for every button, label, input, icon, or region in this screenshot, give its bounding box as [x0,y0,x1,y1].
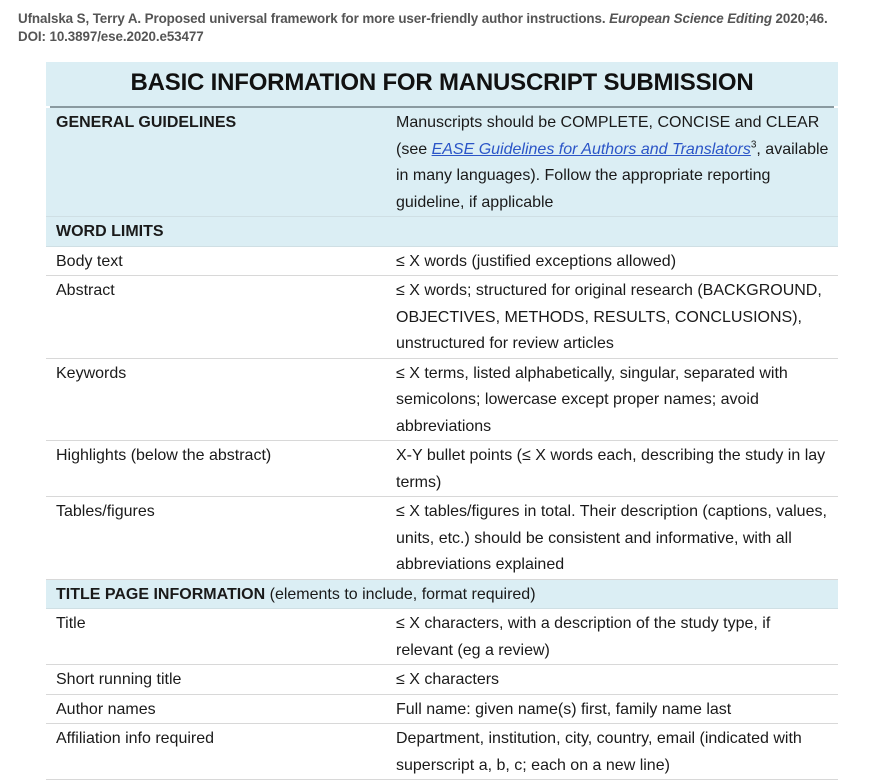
title-page-rows [46,609,838,780]
row-label: Abstract [56,282,115,299]
general-text-after: , available in many languages). Follow the appropriate reporting guideline, if applicable [396,140,829,211]
row-value: Department, institution, city, country, email (indicated with superscript a, b, c; each on a new line) [396,730,802,774]
general-guidelines-row [46,108,838,217]
row-label: Keywords [56,364,127,382]
row-label: Highlights (below the abstract) [56,447,272,464]
ease-guidelines-link[interactable]: EASE Guidelines for Authors and Translators [431,140,751,158]
row-label: Affiliation info required [56,730,215,747]
row-value: Full name: given name(s) first, family name last [396,700,732,718]
row-value: X-Y bullet points (≤ X words each, describing the study in lay terms) [396,447,826,491]
citation-journal: European Science Editing [609,11,772,26]
general-text-before: Manuscripts should be COMPLETE, CONCISE and CLEAR (see [396,114,820,158]
title-page-header [46,580,838,609]
citation-authors-title: Ufnalska S, Terry A. Proposed universal framework for more user-friendly author instructions. [18,11,606,26]
citation-doi: DOI: 10.3897/ese.2020.e53477 [18,29,204,44]
submission-info-table [46,62,838,783]
row-label: Short running title [56,671,182,688]
reference-superscript: 3 [750,139,757,151]
row-label: Title [56,615,86,632]
row-value: ≤ X characters [396,671,500,688]
title-page-header-note: (elements to include, format required) [265,585,536,603]
word-limits-rows [46,247,838,580]
row-label: Author names [56,700,156,718]
row-label: Tables/figures [56,503,155,520]
table-row [46,724,838,780]
table-row [46,247,838,277]
row-value: ≤ X terms, listed alphabetically, singular, separated with semicolons; lowercase except proper names; avoid abbreviations [396,364,788,435]
row-value: ≤ X words (justified exceptions allowed) [396,252,677,270]
word-limits-header-empty [387,217,838,246]
row-label: Body text [56,252,123,270]
word-limits-header: WORD LIMITS [56,223,164,240]
row-value: ≤ X tables/figures in total. Their description (captions, values, units, etc.) should be consistent and informative, with all abbreviations explained [396,503,827,573]
table-row [46,695,838,725]
title-page-header-row [46,580,838,610]
table-row [46,609,838,665]
table-row [46,665,838,695]
table-title: BASIC INFORMATION FOR MANUSCRIPT SUBMISSION [46,62,838,103]
word-limits-header-row [46,217,838,247]
table-row [46,359,838,442]
citation [18,10,863,46]
row-value: ≤ X characters, with a description of the study type, if relevant (eg a review) [396,615,771,659]
table-row [46,276,838,359]
general-guidelines-text [387,108,838,216]
title-page-header-label: TITLE PAGE INFORMATION [56,585,266,603]
citation-year-volume: 2020;46. [775,11,828,26]
table-row [46,497,838,580]
general-guidelines-label: GENERAL GUIDELINES [56,114,237,131]
row-value: ≤ X words; structured for original research (BACKGROUND, OBJECTIVES, METHODS, RESULTS, CONCLUSIONS), unstructured for review articles [396,282,822,352]
table-row [46,441,838,497]
